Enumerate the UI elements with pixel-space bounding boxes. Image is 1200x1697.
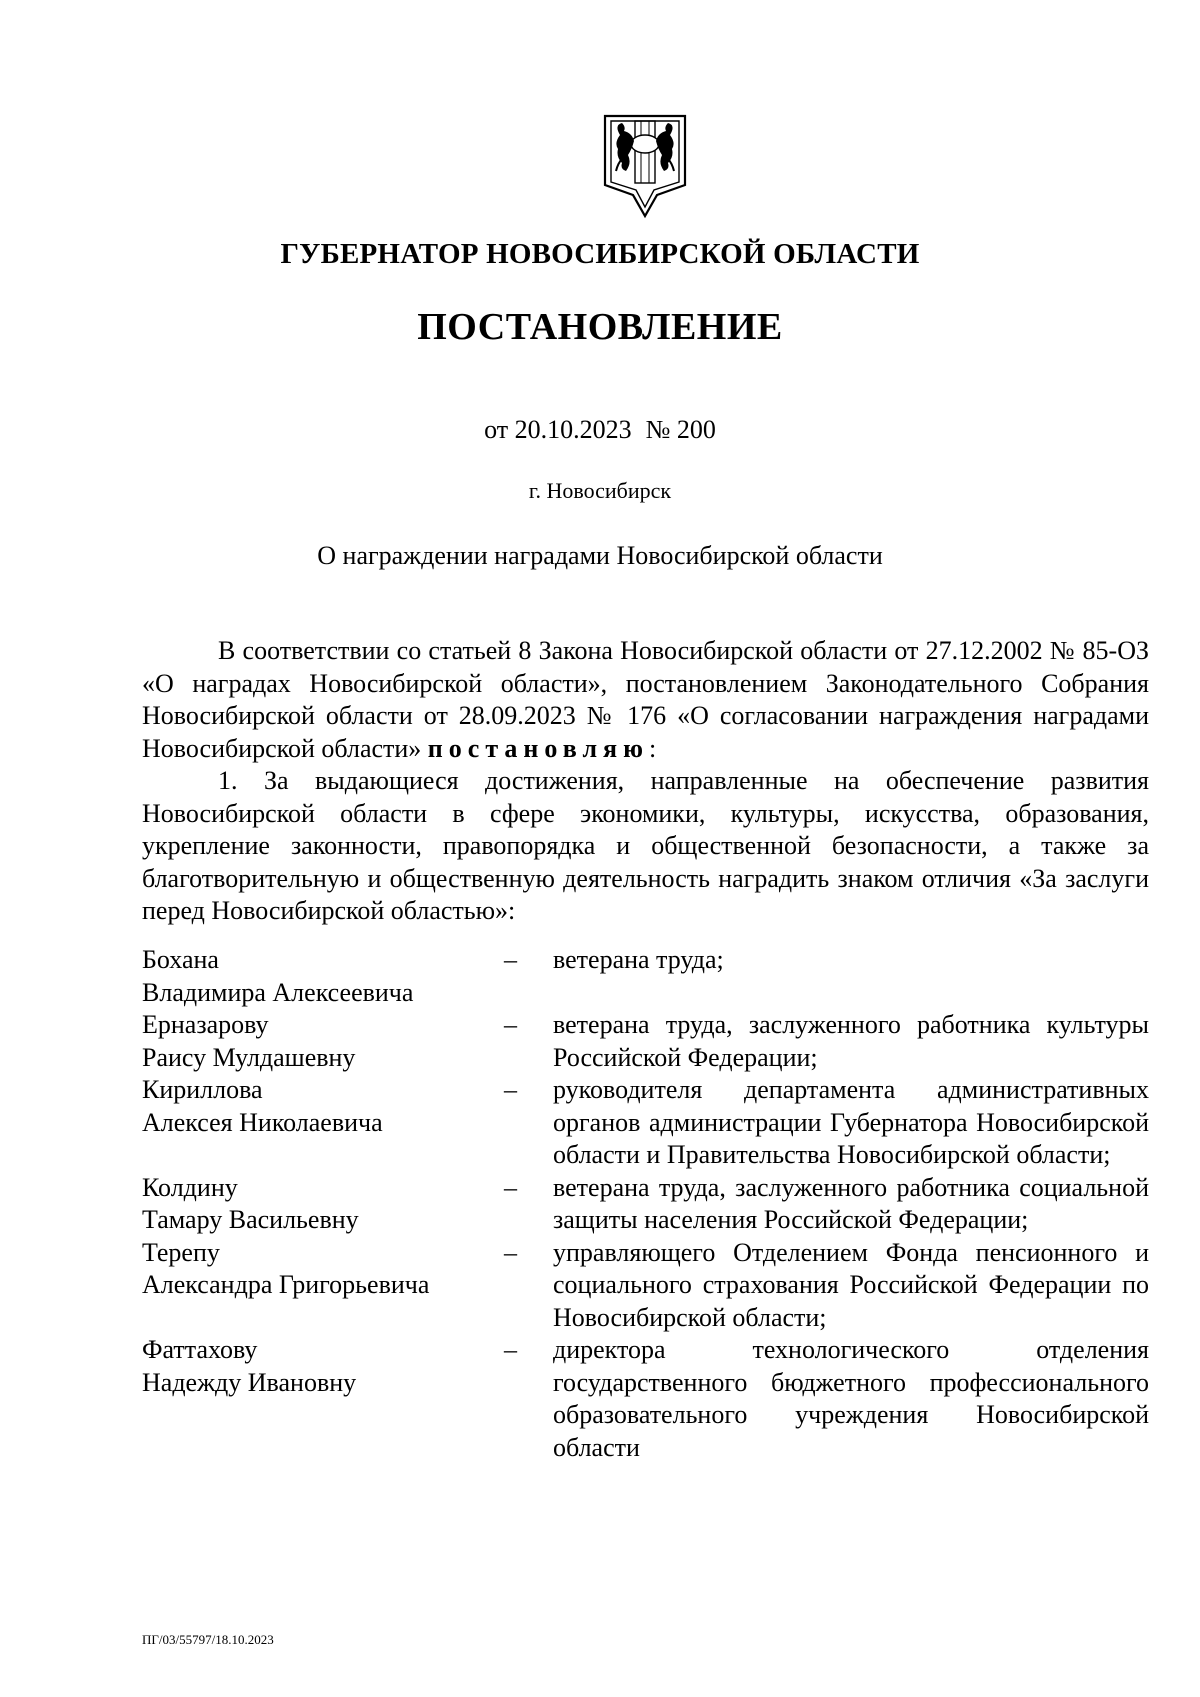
awardee-row — [142, 1237, 1149, 1335]
document-date: от 20.10.2023 — [484, 415, 632, 444]
date-number-line — [0, 415, 1200, 445]
document-footer-code: ПГ/03/55797/18.10.2023 — [142, 1632, 274, 1647]
decree-word: постановляю — [427, 733, 649, 763]
separator-dash: – — [504, 1075, 517, 1104]
separator-dash: – — [504, 1172, 517, 1202]
awardee-description: ветерана труда; — [553, 945, 724, 974]
awardee-row — [142, 1334, 1149, 1464]
awardee-description: ветерана труда, заслуженного работника социальной защиты населения Российской Федерации; — [553, 1172, 1149, 1234]
awardee-row — [142, 1074, 1149, 1172]
awardee-name: Терепу Александра Григорьевича — [142, 1237, 430, 1299]
awardee-row — [142, 1009, 1149, 1074]
preamble-colon: : — [648, 733, 657, 763]
awardee-name: Бохана Владимира Алексеевича — [142, 945, 414, 1007]
coat-of-arms-icon — [602, 113, 688, 219]
awardee-description: управляющего Отделением Фонда пенсионного и социального страхования Российской Федерации по Новосибирской области; — [553, 1237, 1149, 1332]
city-line: г. Новосибирск — [528, 478, 672, 503]
awardee-name: Колдину Тамару Васильевну — [142, 1172, 359, 1234]
document-subject: О награждении наградами Новосибирской области — [317, 541, 883, 570]
awardee-name: Фаттахову Надежду Ивановну — [142, 1335, 357, 1397]
document-body — [142, 635, 1149, 928]
awardee-list — [142, 944, 1149, 1464]
clause-1-paragraph: 1. За выдающиеся достижения, направленные на обеспечение развития Новосибирской области в сфере экономики, культуры, искусства, образования, укрепление законности, правопорядка и общественной безопасности, а также за благотворительную и общественную деятельность наградить знаком отличия «За заслуги перед Новосибирской областью»: — [142, 766, 1149, 925]
document-type-title: ПОСТАНОВЛЕНИЕ — [417, 306, 783, 348]
separator-dash: – — [504, 1335, 517, 1364]
awardee-name: Ерназарову Раису Мулдашевну — [142, 1010, 356, 1072]
awardee-description: руководителя департамента административных органов администрации Губернатора Новосибирской области и Правительства Новосибирской области; — [553, 1075, 1149, 1169]
awardee-description: директора технологического отделения государственного бюджетного профессионального образовательного учреждения Новосибирской области — [553, 1335, 1149, 1462]
separator-dash: – — [504, 1237, 517, 1267]
awardee-name: Кириллова Алексея Николаевича — [142, 1075, 383, 1137]
document-number: № 200 — [645, 415, 716, 444]
separator-dash: – — [504, 1010, 517, 1039]
awardee-description: ветерана труда, заслуженного работника культуры Российской Федерации; — [553, 1010, 1149, 1072]
awardee-row — [142, 1172, 1149, 1237]
preamble-text: В соответствии со статьей 8 Закона Новосибирской области от 27.12.2002 № 85-ОЗ «О наградах Новосибирской области», постановлением Законодательного Собрания Новосибирской области от 28.09.2023 № 176 «О согласовании награждения наградами Новосибирской области» — [142, 636, 1149, 763]
preamble-paragraph — [142, 635, 1149, 765]
separator-dash: – — [504, 945, 517, 974]
issuing-authority: ГУБЕРНАТОР НОВОСИБИРСКОЙ ОБЛАСТИ — [280, 238, 920, 270]
awardee-row — [142, 944, 1149, 1009]
